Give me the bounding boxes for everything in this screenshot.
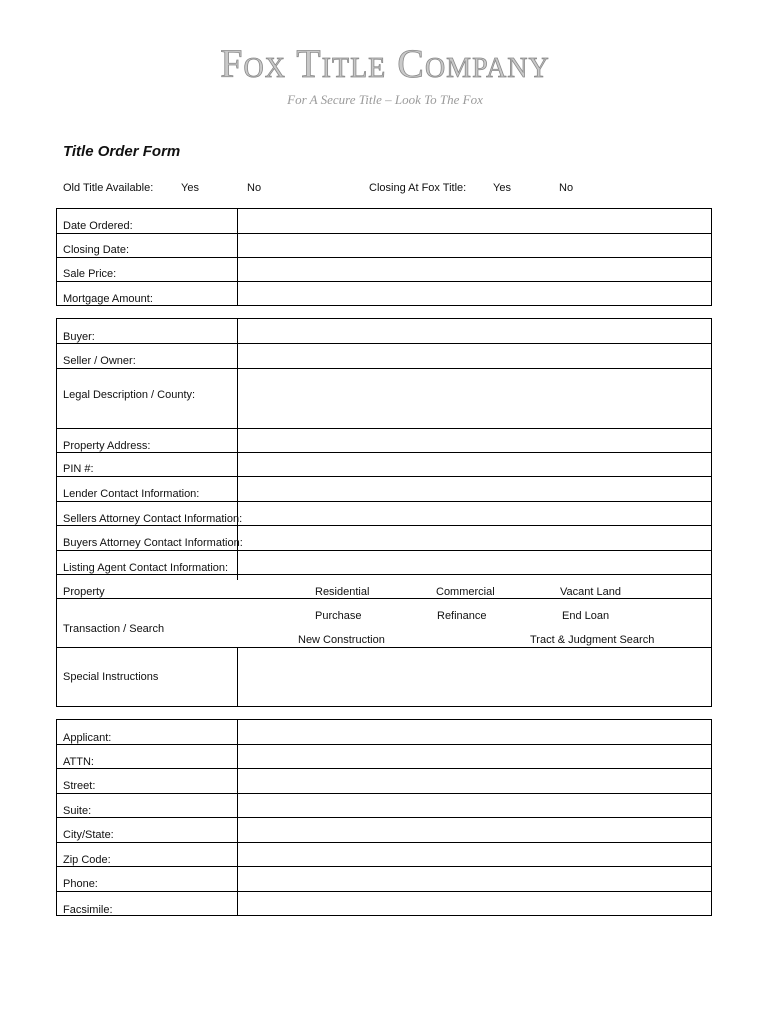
buyers-attorney-label: Buyers Attorney Contact Information:: [63, 537, 243, 549]
company-tagline: For A Secure Title – Look To The Fox: [287, 92, 483, 107]
pin-field[interactable]: [238, 453, 711, 476]
order-dates-section: [56, 208, 712, 306]
buyer-label: Buyer:: [63, 331, 95, 343]
date-ordered-label: Date Ordered:: [63, 220, 133, 232]
street-row: [57, 769, 711, 794]
property-address-label: Property Address:: [63, 440, 151, 452]
buyer-row: [57, 319, 711, 344]
facsimile-row: [57, 892, 711, 916]
mortgage-amount-label: Mortgage Amount:: [63, 293, 153, 305]
attn-row: [57, 745, 711, 769]
old-title-label: Old Title Available:: [63, 182, 154, 194]
closing-no-option[interactable]: No: [559, 182, 574, 194]
facsimile-label: Facsimile:: [63, 904, 113, 916]
lender-label: Lender Contact Information:: [63, 488, 200, 500]
closing-date-label: Closing Date:: [63, 244, 130, 256]
facsimile-field[interactable]: [238, 892, 711, 916]
listing-agent-label: Listing Agent Contact Information:: [63, 562, 229, 574]
attn-field[interactable]: [238, 745, 711, 768]
applicant-row: [57, 720, 711, 745]
sale-price-field[interactable]: [238, 258, 711, 281]
attn-label: ATTN:: [63, 756, 94, 768]
phone-row: [57, 867, 711, 892]
pin-label: PIN #:: [63, 463, 94, 475]
refinance-option[interactable]: Refinance: [437, 610, 487, 622]
closing-yes-option[interactable]: Yes: [493, 182, 511, 194]
purchase-option[interactable]: Purchase: [315, 610, 362, 622]
residential-option[interactable]: Residential: [315, 586, 370, 598]
suite-label: Suite:: [63, 805, 92, 817]
seller-label: Seller / Owner:: [63, 355, 136, 367]
applicant-section: [56, 719, 712, 916]
buyer-field[interactable]: [238, 319, 711, 343]
form-title: Title Order Form: [63, 143, 181, 160]
city-state-row: [57, 818, 711, 843]
new-construction-option[interactable]: New Construction: [298, 634, 385, 646]
date-ordered-field[interactable]: [238, 209, 711, 233]
special-instructions-label: Special Instructions: [63, 671, 159, 683]
phone-label: Phone:: [63, 878, 98, 890]
zip-row: [57, 843, 711, 867]
tract-judgment-option[interactable]: Tract & Judgment Search: [530, 634, 655, 646]
street-field[interactable]: [238, 769, 711, 793]
old-title-yes-option[interactable]: Yes: [181, 182, 199, 194]
commercial-option[interactable]: Commercial: [436, 586, 495, 598]
phone-field[interactable]: [238, 867, 711, 891]
listing-agent-field[interactable]: [238, 551, 711, 574]
lender-field[interactable]: [238, 477, 711, 501]
sellers-attorney-field[interactable]: [238, 502, 711, 525]
date-ordered-row: [57, 209, 711, 234]
transaction-label: Transaction / Search: [63, 623, 165, 635]
property-address-field[interactable]: [238, 429, 711, 452]
street-label: Street:: [63, 780, 96, 792]
legal-description-label: Legal Description / County:: [63, 389, 196, 401]
zip-field[interactable]: [238, 843, 711, 866]
city-state-label: City/State:: [63, 829, 114, 841]
closing-at-fox-label: Closing At Fox Title:: [369, 182, 467, 194]
property-type-row: [57, 575, 711, 599]
sellers-attorney-row: [57, 502, 711, 526]
mortgage-amount-row: [57, 282, 711, 306]
buyers-attorney-field[interactable]: [238, 526, 711, 550]
transaction-row: [57, 599, 711, 648]
applicant-field[interactable]: [238, 720, 711, 744]
suite-row: [57, 794, 711, 818]
closing-date-row: [57, 234, 711, 258]
special-instructions-field[interactable]: [238, 648, 711, 708]
sale-price-label: Sale Price:: [63, 268, 117, 280]
special-instructions-row: [57, 648, 711, 708]
seller-field[interactable]: [238, 344, 711, 368]
sale-price-row: [57, 258, 711, 282]
old-title-no-option[interactable]: No: [247, 182, 262, 194]
company-logo: Fox Title Company: [220, 41, 550, 86]
buyers-attorney-row: [57, 526, 711, 551]
applicant-label: Applicant:: [63, 732, 112, 744]
suite-field[interactable]: [238, 794, 711, 817]
mortgage-amount-field[interactable]: [238, 282, 711, 306]
property-address-row: [57, 429, 711, 453]
seller-row: [57, 344, 711, 369]
city-state-field[interactable]: [238, 818, 711, 842]
zip-label: Zip Code:: [63, 854, 111, 866]
legal-description-row: [57, 369, 711, 429]
lender-row: [57, 477, 711, 502]
closing-date-field[interactable]: [238, 234, 711, 257]
legal-description-field[interactable]: [238, 369, 711, 428]
sellers-attorney-label: Sellers Attorney Contact Information:: [63, 513, 243, 525]
listing-agent-row: [57, 551, 711, 575]
property-type-label: Property: [63, 586, 105, 598]
end-loan-option[interactable]: End Loan: [562, 610, 610, 622]
vacant-land-option[interactable]: Vacant Land: [560, 586, 621, 598]
pin-row: [57, 453, 711, 477]
parties-property-section: [56, 318, 712, 707]
